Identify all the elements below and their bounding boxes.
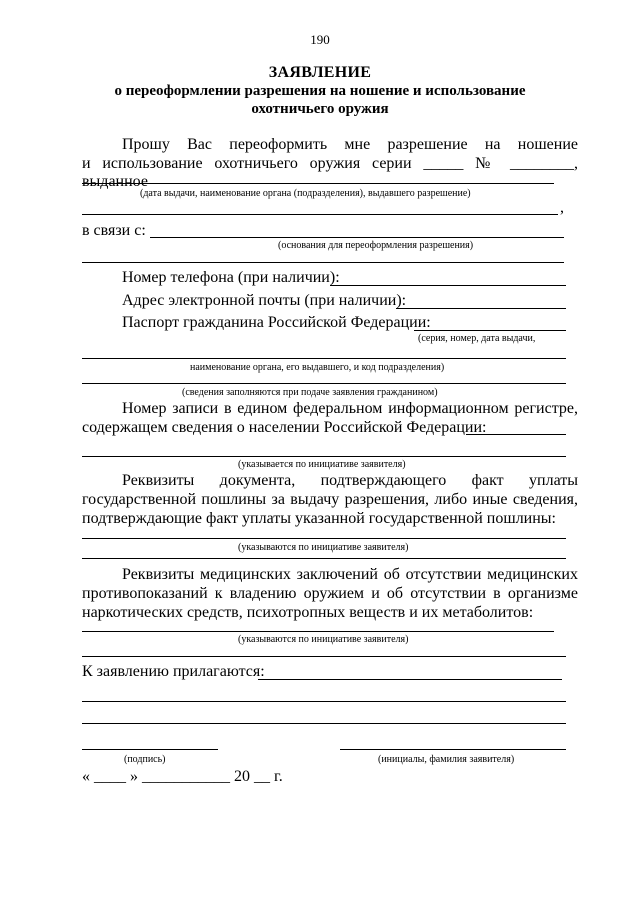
passport-extra-line[interactable] bbox=[82, 383, 566, 384]
phone-field[interactable] bbox=[330, 285, 566, 286]
medical-text-line3: наркотических средств, психотропных веществ и их метаболитов: bbox=[82, 604, 534, 621]
passport-caption: (серия, номер, дата выдачи, bbox=[418, 333, 536, 344]
personal-info-note: (сведения заполняются при подаче заявления гражданином) bbox=[182, 387, 438, 398]
medical-text-line2: противопоказаний к владению оружием и об отсутствии в организме bbox=[82, 585, 578, 602]
applicant-name-caption: (инициалы, фамилия заявителя) bbox=[378, 754, 515, 765]
attachments-label: К заявлению прилагаются: bbox=[82, 663, 265, 680]
reason-line-2[interactable] bbox=[82, 262, 564, 263]
phone-label: Номер телефона (при наличии): bbox=[122, 269, 340, 286]
reason-label: в связи с: bbox=[82, 222, 146, 239]
medical-line[interactable] bbox=[82, 631, 554, 632]
request-text-line2: и использование охотничьего оружия серии _____ № ________, выданное bbox=[82, 155, 578, 190]
passport-field[interactable] bbox=[414, 330, 566, 331]
passport-authority-caption: наименование органа, его выдавшего, и код подразделения) bbox=[190, 362, 445, 373]
registry-number-field[interactable] bbox=[466, 434, 566, 435]
form-title: ЗАЯВЛЕНИЕ bbox=[268, 64, 372, 81]
signature-field[interactable] bbox=[82, 749, 218, 750]
fee-text-line3: подтверждающие факт уплаты указанной государственной пошлины: bbox=[82, 510, 556, 527]
issue-info-line[interactable] bbox=[82, 183, 554, 184]
attachments-line-3[interactable] bbox=[82, 723, 566, 724]
passport-authority-line[interactable] bbox=[82, 358, 566, 359]
form-subtitle-line2: охотничьего оружия bbox=[251, 101, 389, 117]
registry-text-line2: содержащем сведения о населении Российской Федерации: bbox=[82, 419, 487, 436]
fee-line[interactable] bbox=[82, 538, 566, 539]
attachments-line-2[interactable] bbox=[82, 701, 566, 702]
medical-caption: (указываются по инициативе заявителя) bbox=[238, 634, 409, 645]
issue-info-caption: (дата выдачи, наименование органа (подразделения), выдавшего разрешение) bbox=[140, 188, 471, 199]
fee-caption: (указываются по инициативе заявителя) bbox=[238, 542, 409, 553]
issue-info-line-2[interactable] bbox=[82, 214, 558, 215]
form-subtitle-line1: о переоформлении разрешения на ношение и использование bbox=[114, 83, 526, 99]
medical-line-2[interactable] bbox=[82, 656, 566, 657]
registry-caption: (указывается по инициативе заявителя) bbox=[238, 459, 406, 470]
passport-label: Паспорт гражданина Российской Федерации: bbox=[122, 314, 431, 331]
applicant-name-field[interactable] bbox=[340, 749, 566, 750]
issue-info-comma: , bbox=[560, 199, 564, 216]
page-number: 190 bbox=[310, 32, 330, 47]
request-text-line1: Прошу Вас переоформить мне разрешение на ношение bbox=[122, 136, 578, 153]
fee-text-line1: Реквизиты документа, подтверждающего факт уплаты bbox=[122, 472, 578, 489]
date-line[interactable]: « ____ » ___________ 20 __ г. bbox=[82, 768, 283, 785]
reason-caption: (основания для переоформления разрешения) bbox=[278, 240, 474, 251]
reason-line[interactable] bbox=[150, 237, 564, 238]
registry-text-line1: Номер записи в едином федеральном информационном регистре, bbox=[122, 400, 578, 417]
signature-caption: (подпись) bbox=[124, 754, 166, 765]
attachments-field[interactable] bbox=[258, 679, 562, 680]
registry-line[interactable] bbox=[82, 456, 566, 457]
fee-line-2[interactable] bbox=[82, 558, 566, 559]
email-field[interactable] bbox=[396, 308, 566, 309]
fee-text-line2: государственной пошлины за выдачу разрешения, либо иные сведения, bbox=[82, 491, 578, 508]
medical-text-line1: Реквизиты медицинских заключений об отсутствии медицинских bbox=[122, 566, 578, 583]
email-label: Адрес электронной почты (при наличии): bbox=[122, 292, 407, 309]
